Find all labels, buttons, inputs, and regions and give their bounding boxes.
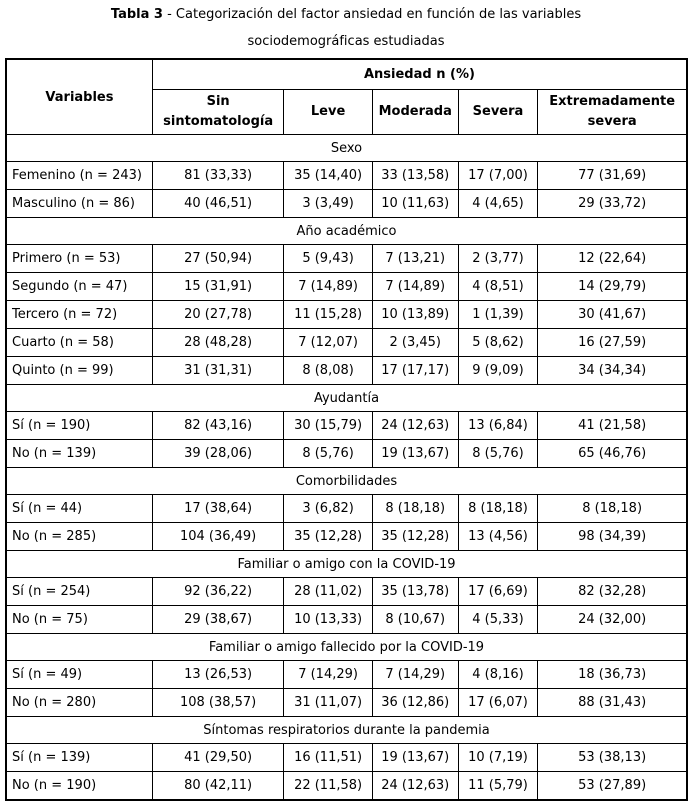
row-value: 8 (10,67) <box>372 606 458 634</box>
section-header-row <box>6 468 687 495</box>
row-value: 8 (18,18) <box>372 495 458 523</box>
row-value: 16 (27,59) <box>538 329 687 357</box>
column-header-leve: Leve <box>284 90 373 135</box>
variables-column-header: Variables <box>6 59 152 135</box>
row-variable: No (n = 139) <box>6 440 152 468</box>
row-value: 1 (1,39) <box>458 301 538 329</box>
row-value: 53 (27,89) <box>538 772 687 801</box>
table-row <box>6 301 687 329</box>
row-value: 35 (12,28) <box>284 523 373 551</box>
row-value: 13 (26,53) <box>152 661 283 689</box>
row-value: 82 (43,16) <box>152 412 283 440</box>
row-variable: Sí (n = 190) <box>6 412 152 440</box>
section-label: Sexo <box>6 135 687 162</box>
row-value: 35 (13,78) <box>372 578 458 606</box>
row-value: 8 (18,18) <box>538 495 687 523</box>
row-value: 7 (14,29) <box>372 661 458 689</box>
row-value: 10 (13,33) <box>284 606 373 634</box>
row-value: 16 (11,51) <box>284 744 373 772</box>
column-header-extremadamente-severa: Extremadamente severa <box>538 90 687 135</box>
row-value: 15 (31,91) <box>152 273 283 301</box>
row-value: 80 (42,11) <box>152 772 283 801</box>
table-row <box>6 329 687 357</box>
row-value: 30 (41,67) <box>538 301 687 329</box>
table-number: Tabla 3 <box>110 7 163 22</box>
table-row <box>6 661 687 689</box>
row-value: 17 (6,07) <box>458 689 538 717</box>
row-value: 33 (13,58) <box>372 162 458 190</box>
row-value: 4 (5,33) <box>458 606 538 634</box>
row-value: 104 (36,49) <box>152 523 283 551</box>
row-variable: Masculino (n = 86) <box>6 190 152 218</box>
row-value: 88 (31,43) <box>538 689 687 717</box>
row-value: 29 (33,72) <box>538 190 687 218</box>
row-value: 7 (13,21) <box>372 245 458 273</box>
row-variable: Sí (n = 44) <box>6 495 152 523</box>
row-value: 2 (3,77) <box>458 245 538 273</box>
row-value: 40 (46,51) <box>152 190 283 218</box>
row-value: 5 (9,43) <box>284 245 373 273</box>
row-value: 4 (8,16) <box>458 661 538 689</box>
row-value: 17 (6,69) <box>458 578 538 606</box>
section-label: Familiar o amigo fallecido por la COVID-19 <box>6 634 687 661</box>
row-value: 10 (13,89) <box>372 301 458 329</box>
row-value: 10 (11,63) <box>372 190 458 218</box>
row-value: 9 (9,09) <box>458 357 538 385</box>
row-value: 3 (3,49) <box>284 190 373 218</box>
section-header-row <box>6 634 687 661</box>
table-row <box>6 273 687 301</box>
anxiety-table <box>5 58 688 801</box>
table-row <box>6 357 687 385</box>
row-variable: Cuarto (n = 58) <box>6 329 152 357</box>
row-value: 35 (14,40) <box>284 162 373 190</box>
row-value: 4 (8,51) <box>458 273 538 301</box>
row-value: 17 (17,17) <box>372 357 458 385</box>
row-value: 36 (12,86) <box>372 689 458 717</box>
row-value: 7 (14,89) <box>284 273 373 301</box>
row-value: 12 (22,64) <box>538 245 687 273</box>
table-row <box>6 578 687 606</box>
table-title <box>0 0 692 49</box>
row-value: 19 (13,67) <box>372 744 458 772</box>
row-value: 35 (12,28) <box>372 523 458 551</box>
row-value: 8 (18,18) <box>458 495 538 523</box>
table-body <box>6 135 687 801</box>
row-value: 13 (4,56) <box>458 523 538 551</box>
row-value: 4 (4,65) <box>458 190 538 218</box>
column-header-moderada: Moderada <box>372 90 458 135</box>
row-value: 98 (34,39) <box>538 523 687 551</box>
row-value: 39 (28,06) <box>152 440 283 468</box>
section-label: Comorbilidades <box>6 468 687 495</box>
table-row <box>6 606 687 634</box>
table-row <box>6 689 687 717</box>
row-variable: Sí (n = 254) <box>6 578 152 606</box>
row-value: 8 (5,76) <box>284 440 373 468</box>
row-value: 28 (48,28) <box>152 329 283 357</box>
section-label: Síntomas respiratorios durante la pandemia <box>6 717 687 744</box>
row-value: 31 (11,07) <box>284 689 373 717</box>
row-value: 8 (5,76) <box>458 440 538 468</box>
table-row <box>6 162 687 190</box>
row-variable: Tercero (n = 72) <box>6 301 152 329</box>
row-value: 13 (6,84) <box>458 412 538 440</box>
section-header-row <box>6 551 687 578</box>
section-header-row <box>6 717 687 744</box>
row-value: 19 (13,67) <box>372 440 458 468</box>
table-row <box>6 744 687 772</box>
row-value: 27 (50,94) <box>152 245 283 273</box>
section-header-row <box>6 385 687 412</box>
section-header-row <box>6 135 687 162</box>
row-value: 81 (33,33) <box>152 162 283 190</box>
row-value: 92 (36,22) <box>152 578 283 606</box>
row-variable: Quinto (n = 99) <box>6 357 152 385</box>
row-variable: Sí (n = 139) <box>6 744 152 772</box>
row-value: 3 (6,82) <box>284 495 373 523</box>
row-variable: Primero (n = 53) <box>6 245 152 273</box>
row-value: 17 (7,00) <box>458 162 538 190</box>
row-value: 82 (32,28) <box>538 578 687 606</box>
row-value: 29 (38,67) <box>152 606 283 634</box>
table-row <box>6 495 687 523</box>
section-label: Ayudantía <box>6 385 687 412</box>
row-value: 30 (15,79) <box>284 412 373 440</box>
column-header-sin-sintomatologia: Sin sintomatología <box>152 90 283 135</box>
row-value: 7 (14,89) <box>372 273 458 301</box>
table-header <box>6 59 687 135</box>
table-title-line1 <box>0 7 692 22</box>
row-value: 18 (36,73) <box>538 661 687 689</box>
column-header-severa: Severa <box>458 90 538 135</box>
row-value: 14 (29,79) <box>538 273 687 301</box>
row-value: 11 (5,79) <box>458 772 538 801</box>
row-value: 108 (38,57) <box>152 689 283 717</box>
row-value: 24 (12,63) <box>372 772 458 801</box>
row-variable: No (n = 75) <box>6 606 152 634</box>
section-header-row <box>6 218 687 245</box>
table-row <box>6 772 687 801</box>
section-label: Familiar o amigo con la COVID-19 <box>6 551 687 578</box>
row-value: 11 (15,28) <box>284 301 373 329</box>
row-value: 77 (31,69) <box>538 162 687 190</box>
row-value: 41 (21,58) <box>538 412 687 440</box>
table-row <box>6 440 687 468</box>
table-row <box>6 190 687 218</box>
row-value: 5 (8,62) <box>458 329 538 357</box>
row-value: 31 (31,31) <box>152 357 283 385</box>
section-label: Año académico <box>6 218 687 245</box>
row-value: 65 (46,76) <box>538 440 687 468</box>
row-value: 8 (8,08) <box>284 357 373 385</box>
row-variable: No (n = 280) <box>6 689 152 717</box>
row-variable: Segundo (n = 47) <box>6 273 152 301</box>
row-value: 24 (12,63) <box>372 412 458 440</box>
row-variable: Sí (n = 49) <box>6 661 152 689</box>
row-value: 17 (38,64) <box>152 495 283 523</box>
table-title-line2: sociodemográficas estudiadas <box>247 34 445 49</box>
row-value: 7 (12,07) <box>284 329 373 357</box>
table-title-text: - Categorización del factor ansiedad en función de las variables <box>162 7 582 22</box>
row-value: 24 (32,00) <box>538 606 687 634</box>
row-value: 53 (38,13) <box>538 744 687 772</box>
row-variable: No (n = 285) <box>6 523 152 551</box>
row-value: 20 (27,78) <box>152 301 283 329</box>
row-variable: No (n = 190) <box>6 772 152 801</box>
row-value: 2 (3,45) <box>372 329 458 357</box>
row-value: 22 (11,58) <box>284 772 373 801</box>
row-value: 28 (11,02) <box>284 578 373 606</box>
table-row <box>6 412 687 440</box>
row-value: 41 (29,50) <box>152 744 283 772</box>
anxiety-group-header: Ansiedad n (%) <box>152 59 687 90</box>
row-value: 10 (7,19) <box>458 744 538 772</box>
row-variable: Femenino (n = 243) <box>6 162 152 190</box>
table-row <box>6 245 687 273</box>
row-value: 34 (34,34) <box>538 357 687 385</box>
table-row <box>6 523 687 551</box>
row-value: 7 (14,29) <box>284 661 373 689</box>
